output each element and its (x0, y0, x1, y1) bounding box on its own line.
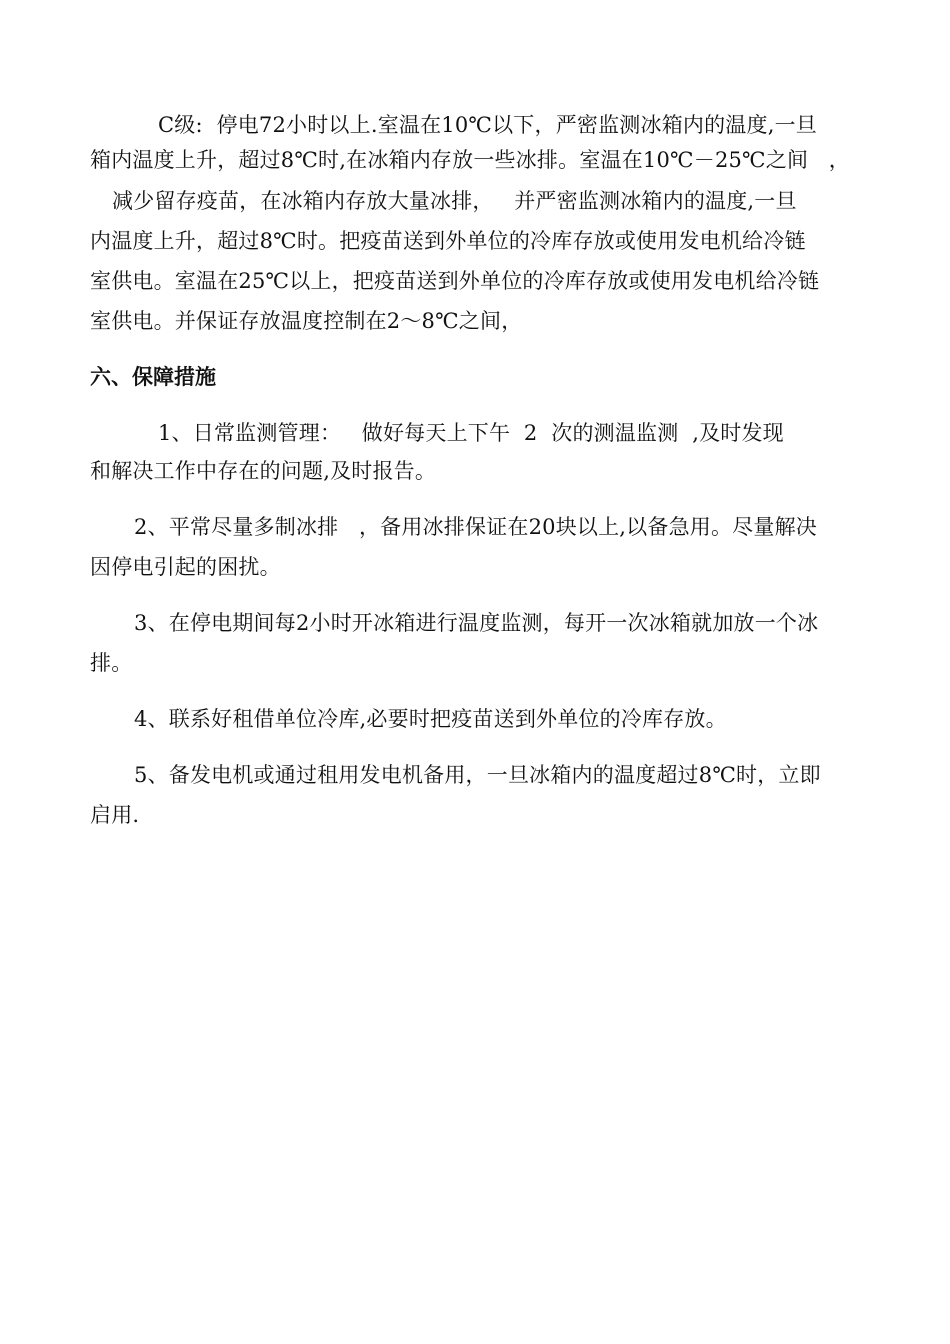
section-c-line-6: 室供电。并保证存放温度控制在2～8℃之间， (90, 309, 523, 333)
item-1-line-1: 1、日常监测管理： 做好每天上下午 2 次的测温监测 ,及时发现 (158, 421, 784, 445)
section-c-line-3: 减少留存疫苗，在冰箱内存放大量冰排， 并严密监测冰箱内的温度,一旦 (112, 189, 797, 213)
item-3-line-1: 3、在停电期间每2小时开冰箱进行温度监测，每开一次冰箱就加放一个冰 (134, 611, 819, 635)
item-2-line-2: 因停电引起的困扰。 (90, 555, 281, 579)
section-c-line-2: 箱内温度上升，超过8℃时,在冰箱内存放一些冰排。室温在10℃－25℃之间 ， (90, 148, 850, 172)
item-1-line-2: 和解决工作中存在的问题,及时报告。 (90, 459, 437, 483)
item-2-line-1: 2、平常尽量多制冰排 ，备用冰排保证在20块以上,以备急用。尽量解决 (134, 515, 817, 539)
section-c-line-5: 室供电。室温在25℃以上，把疫苗送到外单位的冷库存放或使用发电机给冷链 (90, 269, 820, 293)
item-3-line-2: 排。 (90, 651, 133, 675)
item-5-line-2: 启用. (90, 803, 140, 827)
item-4-line-1: 4、联系好租借单位冷库,必要时把疫苗送到外单位的冷库存放。 (134, 707, 727, 731)
section-c-line-4: 内温度上升，超过8℃时。把疫苗送到外单位的冷库存放或使用发电机给冷链 (90, 229, 806, 253)
section-c-line-1: C级: 停电72小时以上.室温在10℃以下，严密监测冰箱内的温度,一旦 (158, 113, 817, 137)
item-5-line-1: 5、备发电机或通过租用发电机备用，一旦冰箱内的温度超过8℃时，立即 (134, 763, 821, 787)
section-heading: 六、保障措施 (90, 365, 216, 389)
